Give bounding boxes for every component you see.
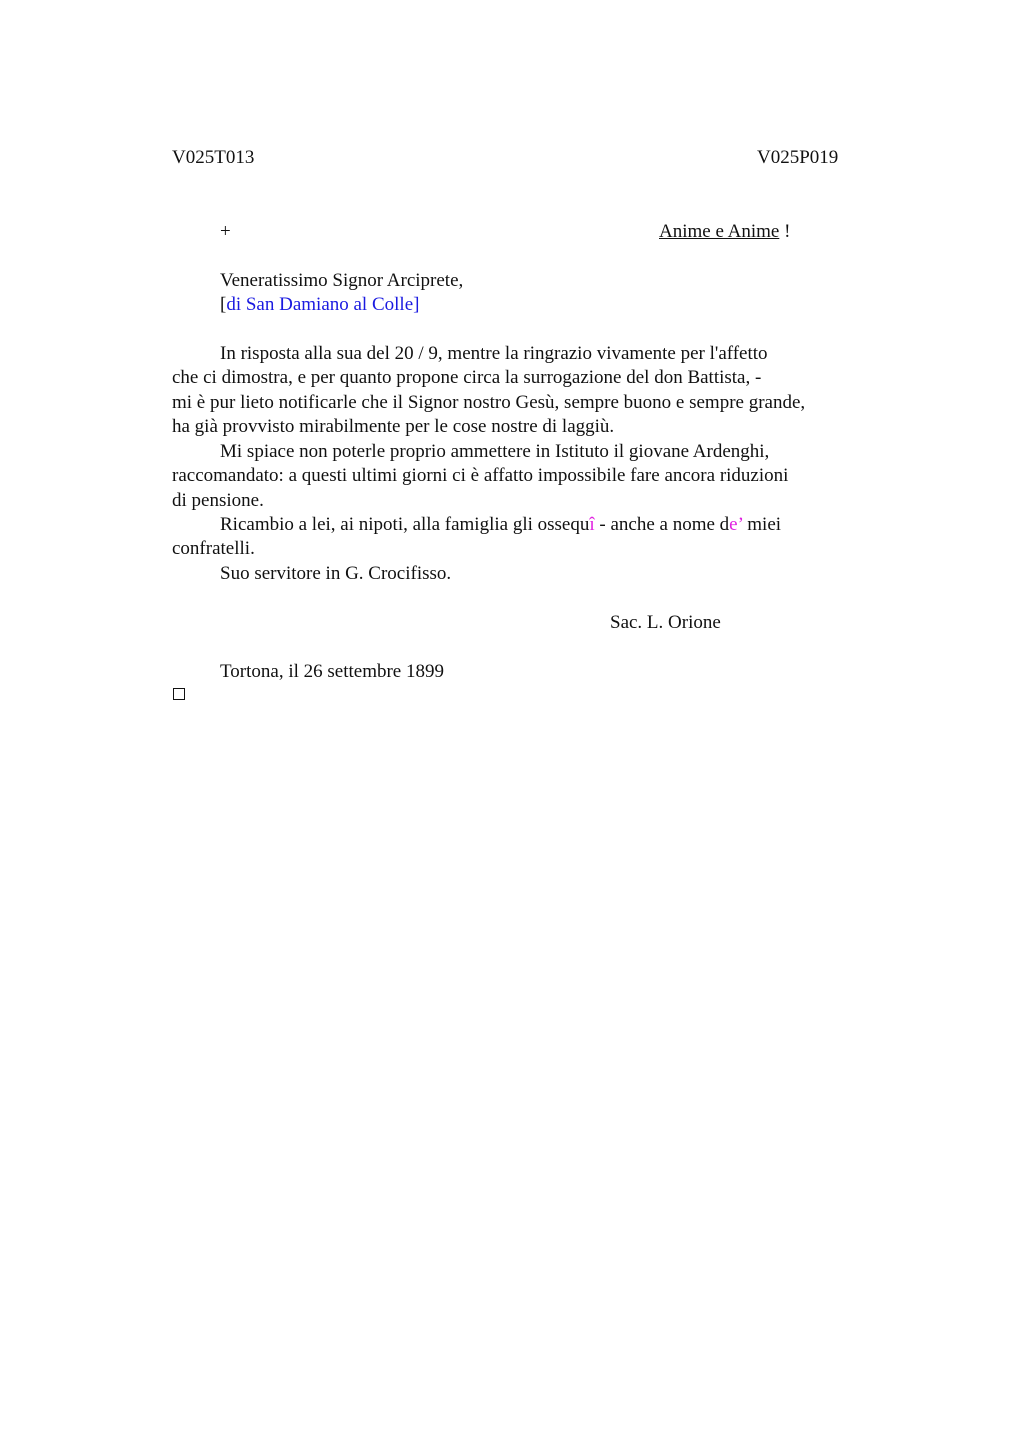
body-line: mi è pur lieto notificarle che il Signor nostro Gesù, sempre buono e sempre grande, [172, 392, 806, 413]
cross-mark: + [220, 221, 231, 242]
bracket-open: [ [220, 294, 227, 315]
editorial-note-text: di San Damiano al Colle] [226, 294, 420, 315]
motto [659, 220, 790, 244]
body-line: confratelli. [172, 538, 255, 559]
document-code-left: V025T013 [172, 147, 255, 168]
body-line: raccomandato: a questi ultimi giorni ci è affatto impossibile fare ancora riduzioni [172, 465, 789, 486]
body-line: In risposta alla sua del 20 / 9, mentre la ringrazio vivamente per l'affetto [220, 343, 768, 364]
signature: Sac. L. Orione [610, 612, 721, 633]
motto-suffix: ! [779, 221, 791, 242]
emendation-mark: î [589, 514, 595, 535]
body-line: di pensione. [172, 490, 264, 511]
salutation: Veneratissimo Signor Arciprete, [220, 270, 464, 291]
dateline: Tortona, il 26 settembre 1899 [220, 661, 444, 682]
document-code-right: V025P019 [757, 147, 839, 168]
body-line [220, 513, 781, 537]
body-text: miei [742, 514, 782, 535]
closing-line: Suo servitore in G. Crocifisso. [220, 563, 452, 584]
emendation-mark: e’ [729, 514, 743, 535]
body-text: Ricambio a lei, ai nipoti, alla famiglia gli ossequ [220, 514, 590, 535]
body-text: - anche a nome d [594, 514, 730, 535]
body-line: Mi spiace non poterle proprio ammettere in Istituto il giovane Ardenghi, [220, 441, 770, 462]
motto-text: Anime e Anime [659, 221, 780, 242]
body-line: che ci dimostra, e per quanto propone circa la surrogazione del don Battista, - [172, 367, 762, 388]
editorial-note [220, 293, 419, 317]
empty-square-icon [173, 688, 185, 700]
body-line: ha già provvisto mirabilmente per le cose nostre di laggiù. [172, 416, 615, 437]
